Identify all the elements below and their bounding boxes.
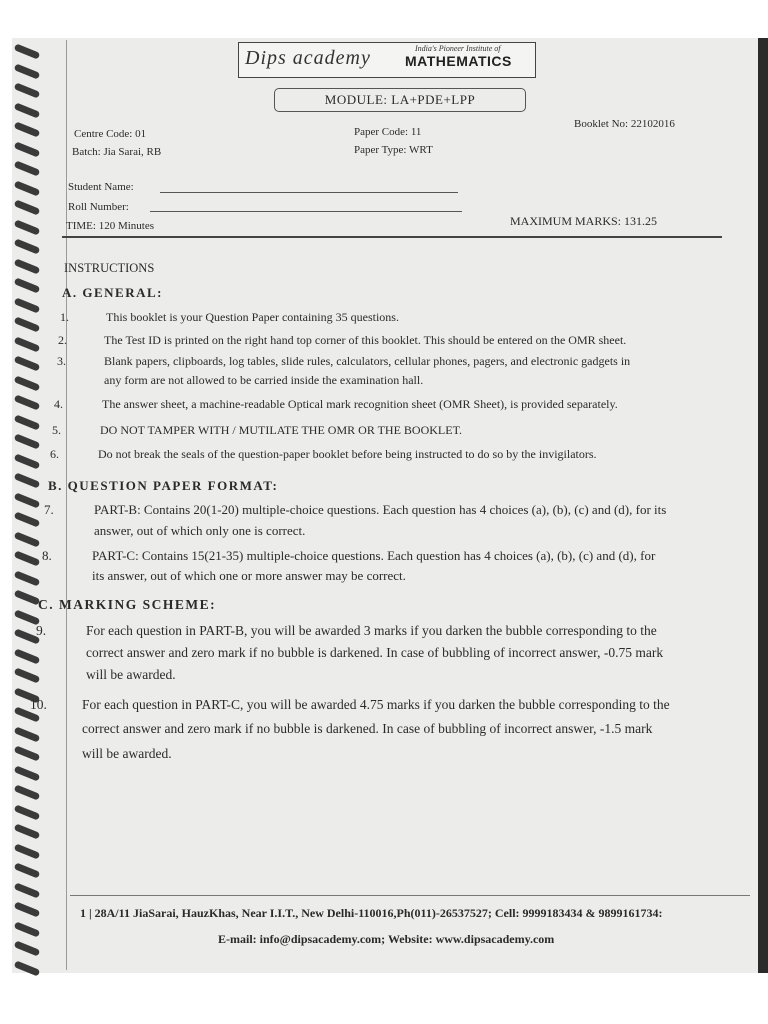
instruction-text: answer, out of which only one is correct. [94, 523, 306, 538]
spiral-ring [14, 219, 41, 235]
spiral-ring [14, 804, 41, 820]
general-heading: A. GENERAL: [62, 285, 164, 300]
spiral-ring [14, 316, 41, 332]
spiral-ring [14, 82, 41, 98]
spiral-ring [14, 550, 41, 566]
instruction-number: 4. [54, 397, 63, 411]
instruction-text: This booklet is your Question Paper containing 35 questions. [106, 310, 399, 324]
spiral-ring [14, 667, 41, 683]
instruction-number: 8. [42, 548, 52, 563]
spiral-ring [14, 472, 41, 488]
spiral-ring [14, 453, 41, 469]
margin-line [66, 40, 67, 970]
spiral-ring [14, 102, 41, 118]
spiral-ring [14, 355, 41, 371]
spiral-ring [14, 375, 41, 391]
spiral-ring [14, 531, 41, 547]
spiral-binding [14, 40, 48, 970]
footer-divider [70, 895, 750, 896]
spiral-ring [14, 492, 41, 508]
header-divider [62, 236, 722, 238]
instruction-text: DO NOT TAMPER WITH / MUTILATE THE OMR OR THE BOOKLET. [100, 423, 463, 437]
spiral-ring [14, 394, 41, 410]
marking-heading: C. MARKING SCHEME: [38, 597, 217, 612]
spiral-ring [14, 141, 41, 157]
instruction-number: 1. [60, 310, 69, 324]
instruction-text: Do not break the seals of the question-paper booklet before being instructed to do so by the invigilators. [98, 447, 597, 461]
instruction-text: PART-C: Contains 15(21-35) multiple-choice questions. Each question has 4 choices (a), (b), (c) and (d), for [92, 548, 656, 563]
batch: Batch: Jia Sarai, RB [72, 146, 162, 158]
instruction-number: 2. [58, 333, 67, 347]
logo-tagline: India's Pioneer Institute of [415, 44, 501, 53]
instruction-text: For each question in PART-B, you will be awarded 3 marks if you darken the bubble corresponding to the [86, 623, 657, 638]
format-heading: B. QUESTION PAPER FORMAT: [48, 478, 279, 493]
instruction-number: 10. [30, 697, 47, 712]
booklet-number: Booklet No: 22102016 [574, 118, 675, 130]
paper-code: Paper Code: 11 [354, 126, 422, 138]
spiral-ring [14, 726, 41, 742]
instructions-title: INSTRUCTIONS [64, 261, 155, 275]
instruction-text: its answer, out of which one or more answer may be correct. [92, 568, 406, 583]
student-name-line [160, 192, 458, 193]
spiral-ring [14, 121, 41, 137]
instruction-text: PART-B: Contains 20(1-20) multiple-choice questions. Each question has 4 choices (a), (b), (c) and (d), for its [94, 502, 667, 517]
module-title: MODULE: LA+PDE+LPP [274, 88, 526, 112]
spiral-ring [14, 823, 41, 839]
time-allowed: TIME: 120 Minutes [66, 220, 154, 232]
logo-brand-text: Dips academy [245, 47, 371, 69]
spiral-ring [14, 43, 41, 59]
spiral-ring [14, 336, 41, 352]
spiral-ring [14, 63, 41, 79]
spiral-ring [14, 258, 41, 274]
instruction-text: will be awarded. [82, 746, 172, 761]
spiral-ring [14, 648, 41, 664]
spiral-ring [14, 160, 41, 176]
spiral-ring [14, 784, 41, 800]
instruction-number: 9. [36, 623, 47, 638]
instruction-text: any form are not allowed to be carried inside the examination hall. [104, 373, 424, 387]
spiral-ring [14, 940, 41, 956]
instruction-text: correct answer and zero mark if no bubble is darkened. In case of bubbling of incorrect answer, -0.75 mark [86, 645, 664, 660]
instruction-text: The answer sheet, a machine-readable Optical mark recognition sheet (OMR Sheet), is provided separately. [102, 397, 618, 411]
instruction-number: 3. [57, 354, 66, 368]
spiral-ring [14, 882, 41, 898]
spiral-ring [14, 414, 41, 430]
spiral-ring [14, 433, 41, 449]
footer-address: 1 | 28A/11 JiaSarai, HauzKhas, Near I.I.T., New Delhi-110016,Ph(011)-26537527; Cell: 9999183434 & 9899161734: [80, 906, 663, 920]
centre-code: Centre Code: 01 [74, 128, 147, 140]
spiral-ring [14, 199, 41, 215]
instruction-text: will be awarded. [86, 667, 176, 682]
roll-number-label: Roll Number: [68, 201, 129, 213]
maximum-marks: MAXIMUM MARKS: 131.25 [510, 214, 658, 228]
spiral-ring [14, 843, 41, 859]
institute-logo [238, 42, 536, 78]
roll-number-line [150, 211, 462, 212]
spiral-ring [14, 277, 41, 293]
instruction-text: For each question in PART-C, you will be awarded 4.75 marks if you darken the bubble corresponding to the [82, 697, 670, 712]
instruction-text: correct answer and zero mark if no bubble is darkened. In case of bubbling of incorrect answer, -1.5 mark [82, 721, 653, 736]
spiral-ring [14, 511, 41, 527]
spiral-ring [14, 180, 41, 196]
footer-contact: E-mail: info@dipsacademy.com; Website: www.dipsacademy.com [218, 932, 555, 946]
spiral-ring [14, 862, 41, 878]
spiral-ring [14, 745, 41, 761]
spiral-ring [14, 297, 41, 313]
instruction-text: The Test ID is printed on the right hand top corner of this booklet. This should be entered on the OMR sheet. [104, 333, 627, 347]
spiral-ring [14, 238, 41, 254]
instruction-number: 5. [52, 423, 61, 437]
spiral-ring [14, 589, 41, 605]
spiral-ring [14, 901, 41, 917]
instruction-text: Blank papers, clipboards, log tables, slide rules, calculators, cellular phones, pagers, and electronic gadgets in [104, 354, 631, 368]
logo-subject: MATHEMATICS [405, 53, 512, 69]
spiral-ring [14, 570, 41, 586]
spiral-ring [14, 765, 41, 781]
spiral-ring [14, 921, 41, 937]
paper-type: Paper Type: WRT [354, 144, 433, 156]
student-name-label: Student Name: [68, 181, 134, 193]
instruction-number: 6. [50, 447, 59, 461]
instruction-number: 7. [44, 502, 54, 517]
